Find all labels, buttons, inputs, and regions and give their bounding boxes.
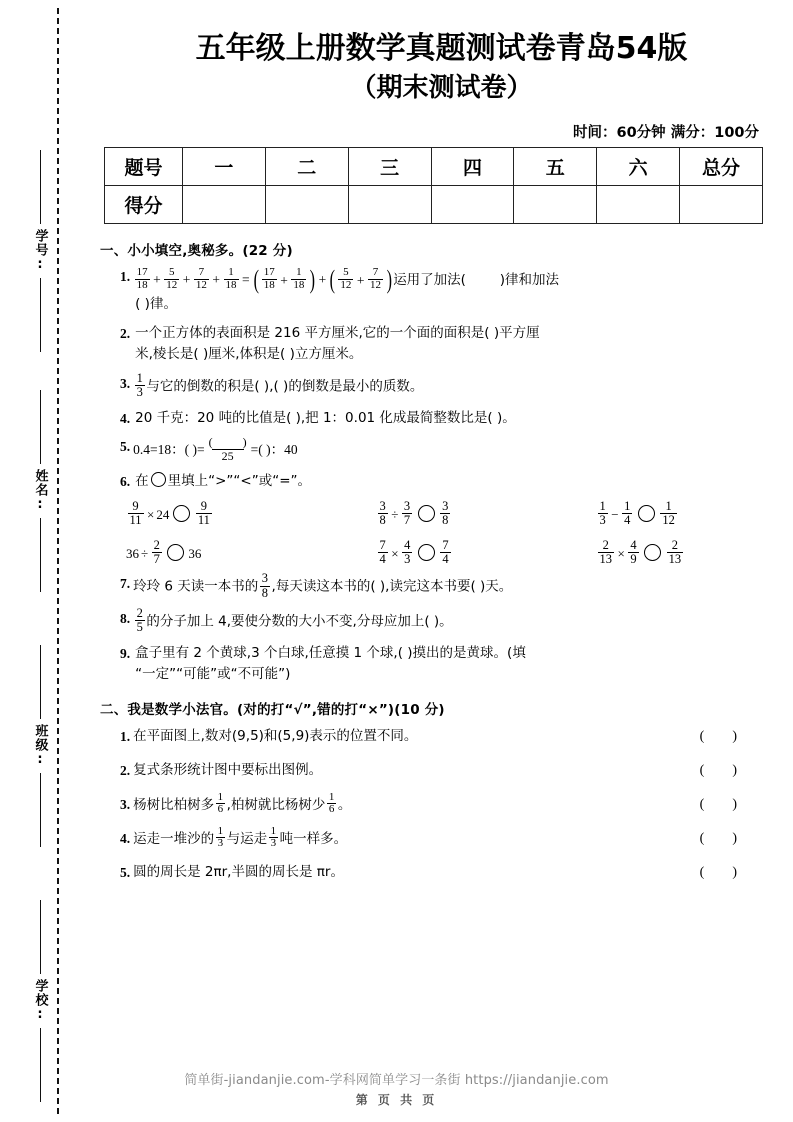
- judgment-text: [133, 790, 700, 817]
- answer-parenthesis[interactable]: ( ): [699, 864, 737, 880]
- section-heading-judgment: 二、我是数学小法官。(对的打“√”,错的打“×”)(10 分): [100, 701, 445, 718]
- question-number: 7.: [120, 576, 131, 592]
- page-subtitle: （期末测试卷）: [350, 72, 533, 103]
- question-number: 1.: [120, 269, 131, 285]
- fraction-7-4: $\frac{7}{4}$: [379, 538, 386, 567]
- question-text-tail: )律和加法: [499, 272, 559, 289]
- exam-page: [72, 0, 793, 1122]
- score-table-col-1: 一: [183, 148, 266, 186]
- score-cell-5[interactable]: [514, 186, 597, 224]
- fraction-2-13: $\frac{2}{13}$: [668, 538, 682, 567]
- seal-rule: [40, 278, 41, 352]
- operator: ×: [617, 545, 625, 561]
- score-cell-1[interactable]: [183, 186, 266, 224]
- comparison-item-5: [376, 540, 596, 567]
- fraction-5-12: $\frac{5}{12}$: [166, 266, 178, 291]
- seal-group-student-id: [22, 150, 58, 352]
- seal-rule: [40, 150, 41, 224]
- question-body: [133, 408, 765, 430]
- score-cell-3[interactable]: [348, 186, 431, 224]
- table-row-question-numbers: [105, 148, 763, 186]
- judgment-text: 复式条形统计图中要标出图例。: [133, 761, 323, 778]
- score-cell-4[interactable]: [431, 186, 514, 224]
- stacked-fraction-blank-over-25: [207, 436, 249, 463]
- prompt-prefix: 在: [135, 473, 149, 490]
- question-number: 9.: [120, 645, 131, 661]
- fraction-4-9: $\frac{4}{9}$: [630, 538, 637, 567]
- integer-36: 36: [126, 545, 139, 561]
- table-row-scores: [105, 186, 763, 224]
- question-line: [133, 573, 765, 601]
- fraction-9-11: $\frac{9}{11}$: [197, 498, 210, 528]
- fraction-3-8: $\frac{3}{8}$: [379, 498, 386, 528]
- operator: ÷: [391, 506, 399, 522]
- answer-parenthesis[interactable]: ( ): [699, 830, 737, 846]
- question-body: [133, 608, 765, 636]
- fraction-4-3: $\frac{4}{3}$: [404, 538, 411, 567]
- score-cell-6[interactable]: [597, 186, 680, 224]
- score-table-col-6: 六: [597, 148, 680, 186]
- comparison-item-2: [376, 498, 596, 528]
- integer-36: 36: [188, 545, 202, 561]
- fraction-9-11: $\frac{9}{11}$: [129, 498, 142, 528]
- score-table-col-5: 五: [514, 148, 597, 186]
- text-c: 吨一样多。: [279, 830, 348, 847]
- seal-rule: [40, 645, 41, 719]
- question-number: 5.: [120, 864, 131, 880]
- fraction-1-3: $\frac{1}{3}$: [136, 371, 143, 400]
- question-body: [133, 373, 765, 401]
- footer-page-indicator: 第 页 共 页: [355, 1093, 438, 1107]
- comparison-circle-blank[interactable]: [644, 544, 661, 561]
- question-body: [133, 573, 765, 601]
- judgment-item-4: [100, 824, 765, 851]
- question-1-4: [100, 408, 765, 430]
- question-number: 3.: [120, 796, 131, 812]
- question-number: 2.: [120, 762, 131, 778]
- comparison-circle-blank[interactable]: [638, 505, 655, 522]
- fraction-1-3: $\frac{1}{3}$: [270, 824, 277, 850]
- operator: ×: [147, 506, 155, 522]
- fraction-2-5: $\frac{2}{5}$: [136, 606, 143, 635]
- paren-group-1: ( $\frac{17}{18}$ + $\frac{1}{18}$ ): [253, 264, 315, 294]
- text-a: 运走一堆沙的: [133, 830, 215, 847]
- binding-margin: [0, 0, 72, 1122]
- fraction-17-18: $\frac{17}{18}$: [263, 266, 275, 291]
- fraction-1-3: $\frac{1}{3}$: [599, 498, 606, 528]
- answer-parenthesis[interactable]: ( ): [699, 728, 737, 744]
- judgment-item-5: [100, 861, 765, 885]
- comparison-item-3: [596, 498, 765, 528]
- question-1-3: [100, 373, 765, 401]
- seal-rule: [40, 390, 41, 464]
- question-line-2: “一定”“可能”或“不可能”): [135, 666, 291, 683]
- question-line-1[interactable]: 盒子里有 2 个黄球,3 个白球,任意摸 1 个球,( )摸出的是黄球。(填: [135, 644, 526, 661]
- footer-watermark: 简单街-jiandanjie.com-学科网简单学习一条街 https://jiandanjie.com: [184, 1073, 609, 1088]
- question-1-9: [100, 643, 765, 686]
- comparison-item-6: [596, 540, 765, 567]
- question-number: 4.: [120, 830, 131, 846]
- operator: −: [611, 506, 619, 522]
- comparison-circle-icon: [151, 472, 166, 487]
- answer-blank[interactable]: [466, 272, 500, 287]
- comparison-item-4: [126, 540, 376, 567]
- question-1-8: [100, 608, 765, 636]
- prompt-suffix: 里填上“>”“<”或“=”。: [167, 473, 312, 490]
- seal-rule: [40, 518, 41, 592]
- judgment-text: [133, 824, 700, 851]
- fraction-1-6: $\frac{1}{6}$: [328, 790, 335, 816]
- score-table-col-3: 三: [348, 148, 431, 186]
- fraction-1-12: $\frac{1}{12}$: [662, 498, 675, 528]
- question-line-2[interactable]: ( )律。: [135, 296, 177, 313]
- exam-meta-info: 时间：60分钟 满分：100分: [573, 125, 759, 142]
- seal-rule: [40, 773, 41, 847]
- page-title: 五年级上册数学真题测试卷青岛54版: [195, 31, 688, 66]
- question-line-1[interactable]: 一个正方体的表面积是 216 平方厘米,它的一个面的面积是( )平方厘: [135, 324, 540, 341]
- integer-24: 24: [156, 506, 170, 522]
- text-b: ,柏树就比杨树少: [226, 796, 326, 813]
- question-1-2: [100, 323, 765, 366]
- margin-label-school: 学校:: [32, 979, 48, 1023]
- page-footer: [0, 1069, 793, 1108]
- judgment-item-1: [100, 725, 765, 749]
- margin-label-student-id: 学号:: [32, 229, 48, 273]
- question-body: [133, 323, 765, 366]
- comparison-item-1: [126, 498, 376, 528]
- judgment-text: 在平面图上,数对(9,5)和(5,9)表示的位置不同。: [133, 727, 418, 744]
- question-number: 6.: [120, 474, 131, 490]
- margin-label-class: 班级:: [32, 724, 48, 768]
- section-heading-fill-blanks: 一、小小填空,奥秘多。(22 分): [100, 243, 293, 260]
- score-cell-total[interactable]: [680, 186, 763, 224]
- question-text[interactable]: 与它的倒数的积是( ),( )的倒数是最小的质数。: [146, 378, 424, 395]
- fraction-2-7: $\frac{2}{7}$: [153, 538, 160, 567]
- question-body: [133, 266, 765, 316]
- question-body: [133, 643, 765, 686]
- question-body: [133, 471, 765, 493]
- question-line: [133, 608, 765, 636]
- judgment-item-3: [100, 790, 765, 817]
- fraction-7-12: $\frac{7}{12}$: [370, 266, 382, 291]
- question-text-a: 玲玲 6 天读一本书的: [133, 579, 259, 596]
- comparison-grid: [100, 498, 765, 568]
- answer-parenthesis[interactable]: ( ): [699, 796, 737, 812]
- question-line: $\frac{17}{18}$ + $\frac{5}{12}$ + $\frac{7}{12}$ + $\frac{1}{18}$ = ( $\frac{17}{18}$ + $\frac{1}{18}$ ) + ( $\frac{5}{12}$ + $\frac{7}{12}$ ) 运用了加法( )律和加法: [136, 264, 559, 294]
- judgment-item-2: [100, 759, 765, 783]
- score-table-header-question: 题号: [105, 148, 183, 186]
- text-a: 杨树比柏树多: [133, 796, 215, 813]
- question-suffix[interactable]: =( )：40: [250, 442, 298, 458]
- question-line: [133, 373, 765, 401]
- seal-group-name: [22, 390, 58, 592]
- fraction-2-13: $\frac{2}{13}$: [599, 538, 612, 567]
- fraction-1-18: $\frac{1}{18}$: [225, 266, 237, 291]
- score-cell-2[interactable]: [265, 186, 348, 224]
- fraction-7-12: $\frac{7}{12}$: [195, 266, 207, 291]
- paren-group-2: ( $\frac{5}{12}$ + $\frac{7}{12}$ ): [329, 264, 392, 294]
- seal-rule: [40, 900, 41, 974]
- question-prefix[interactable]: 0.4=18：( )=: [133, 442, 205, 458]
- question-body: [133, 436, 765, 464]
- question-1-7: [100, 573, 765, 601]
- question-number: 3.: [120, 376, 131, 392]
- comparison-circle-blank[interactable]: [167, 544, 184, 561]
- answer-parenthesis[interactable]: ( ): [699, 762, 737, 778]
- fraction-1-18: $\frac{1}{18}$: [293, 266, 305, 291]
- fraction-17-18: $\frac{17}{18}$: [136, 266, 148, 291]
- fraction-1-4: $\frac{1}{4}$: [624, 498, 631, 528]
- question-number: 8.: [120, 611, 131, 627]
- question-text-segment: 运用了加法(: [393, 272, 466, 289]
- question-line: [133, 436, 765, 464]
- fraction-denominator: 25: [212, 449, 244, 463]
- question-number: 2.: [120, 325, 131, 341]
- comparison-circle-blank[interactable]: [418, 505, 435, 522]
- question-1-6: [100, 471, 765, 493]
- fraction-3-8: $\frac{3}{8}$: [261, 571, 269, 600]
- margin-label-name: 姓名:: [32, 469, 48, 513]
- seal-group-class: [22, 645, 58, 847]
- score-table-col-2: 二: [265, 148, 348, 186]
- question-number: 1.: [120, 728, 131, 744]
- fraction-1-6: $\frac{1}{6}$: [217, 790, 224, 816]
- fraction-3-7: $\frac{3}{7}$: [403, 498, 411, 528]
- score-table-header-score: 得分: [105, 186, 183, 224]
- fraction-1-3: $\frac{1}{3}$: [217, 824, 224, 850]
- text-c: 。: [337, 796, 352, 813]
- comparison-circle-blank[interactable]: [418, 544, 435, 561]
- fraction-3-8: $\frac{3}{8}$: [442, 498, 449, 528]
- question-prompt: [133, 471, 765, 493]
- question-text[interactable]: 的分子加上 4,要使分数的大小不变,分母应加上( )。: [146, 613, 453, 630]
- question-line-2[interactable]: 米,棱长是( )厘米,体积是( )立方厘米。: [135, 346, 363, 363]
- question-number: 4.: [120, 410, 131, 426]
- fraction-7-4: $\frac{7}{4}$: [442, 538, 449, 567]
- operator: ÷: [141, 545, 149, 561]
- question-text[interactable]: 20 千克：20 吨的比值是( ),把 1：0.01 化成最简整数比是( )。: [135, 409, 516, 426]
- comparison-circle-blank[interactable]: [173, 505, 190, 522]
- question-text-b[interactable]: ,每天读这本书的( ),读完这本书要( )天。: [271, 579, 513, 596]
- score-table-col-4: 四: [431, 148, 514, 186]
- score-table-col-total: 总分: [680, 148, 763, 186]
- text-b: 与运走: [226, 830, 268, 847]
- judgment-text: 圆的周长是 2πr,半圆的周长是 πr。: [133, 863, 344, 880]
- question-1-5: [100, 436, 765, 464]
- score-table: [104, 147, 763, 224]
- question-1-1: [100, 266, 765, 316]
- fraction-5-12: $\frac{5}{12}$: [340, 266, 352, 291]
- fraction-numerator-blank[interactable]: ( ): [208, 434, 247, 449]
- question-number: 5.: [120, 439, 131, 455]
- operator: ×: [391, 545, 399, 561]
